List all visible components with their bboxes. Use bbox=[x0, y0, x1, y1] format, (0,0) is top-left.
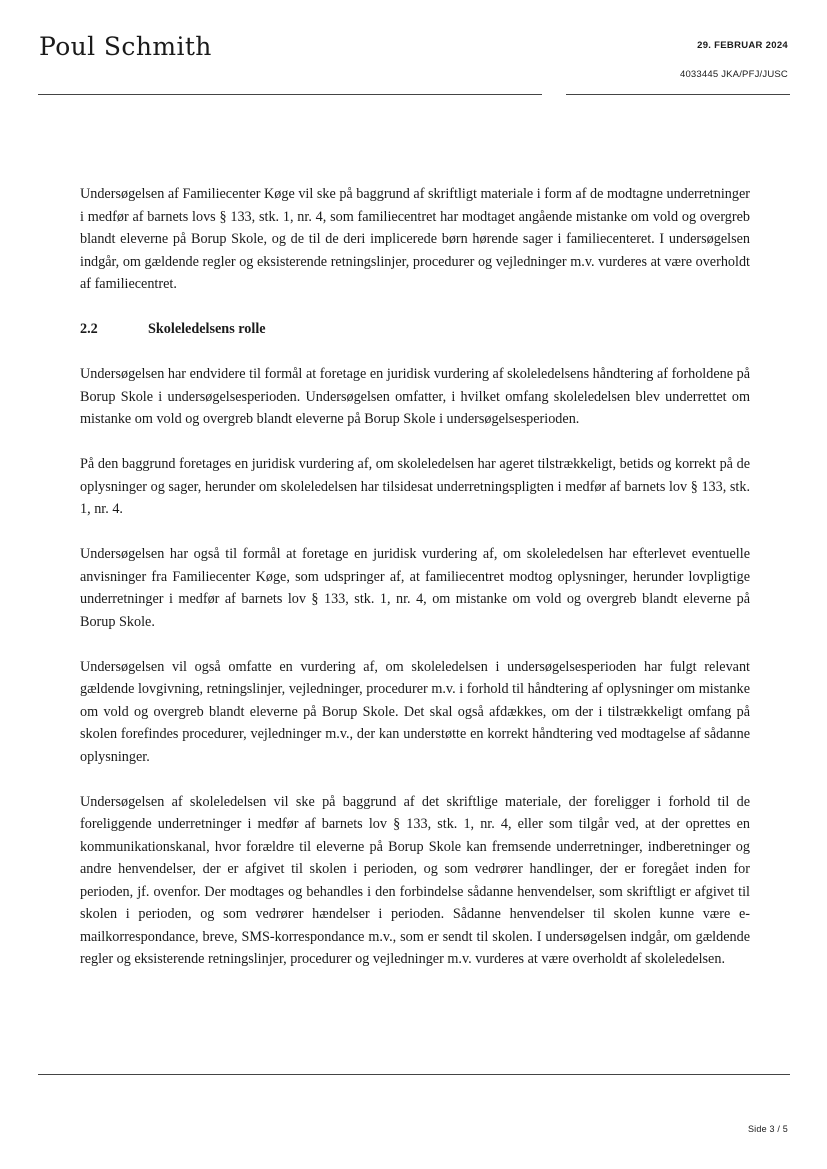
body-paragraph: Undersøgelsen vil også omfatte en vurdering af, om skoleledelsen i undersøgelsesperioden har fulgt relevant gældende lovgivning, retningslinjer, vejledninger, procedurer m.v. i forhold til håndtering af oplysninger om mistanke om vold og overgreb blandt eleverne på Borup Skole. Det skal også afdækkes, om der i tilstrækkeligt omfang på skolen forefindes procedurer, vejledninger m.v., der kan understøtte en korrekt håndtering ved modtagelse af sådanne oplysninger. bbox=[80, 658, 750, 765]
document-date: 29. FEBRUAR 2024 bbox=[697, 40, 788, 51]
section-title: Skoleledelsens rolle bbox=[148, 321, 266, 337]
document-body bbox=[80, 183, 750, 993]
body-paragraph: Undersøgelsen har også til formål at foretage en juridisk vurdering af, om skoleledelsen har efterlevet eventuelle anvisninger fra Familiecenter Køge, som udspringer af, at familiecentret modtog oplysninger, herunder lovpligtige underretninger i medfør af barnets lov § 133, stk. 1, nr. 4, om mistanke om vold og overgreb blandt eleverne på Borup Skole. bbox=[80, 546, 750, 630]
company-logo: Poul Schmith bbox=[39, 32, 212, 61]
body-paragraph: På den baggrund foretages en juridisk vurdering af, om skoleledelsen har ageret tilstrækkeligt, betids og korrekt på de oplysninger og sager, herunder om skoleledelsen har tilsidesat underretningspligten i medfør af barnets lov § 133, stk. 1, nr. 4. bbox=[80, 456, 750, 517]
header-divider-right bbox=[566, 94, 790, 95]
document-reference: 4033445 JKA/PFJ/JUSC bbox=[679, 69, 788, 80]
body-paragraph: Undersøgelsen af skoleledelsen vil ske på baggrund af det skriftlige materiale, der foreligger i forhold til de foreliggende underretninger i medfør af barnets lov § 133, stk. 1, nr. 4, eller som tilgår ved, at der oprettes en kommunikationskanal, hvor forældre til eleverne på Borup Skole kan fremsende underretninger, indberetninger og andre henvendelser, der er afgivet til skolen i perioden, og som vedrører handlinger, der er foregået inden for perioden, jf. ovenfor. Der modtages og behandles i den forbindelse sådanne henvendelser, som skriftligt er afgivet til skolen i perioden, og som vedrører hændelser i perioden. Sådanne henvendelser til skolen kunne være e-mailkorrespondance, breve, SMS-korrespondance m.v., som er sendt til skolen. I undersøgelsen indgår, om gældende regler og eksisterende retningslinjer, procedurer og vejledninger m.v. vurderes at være overholdt af skoleledelsen. bbox=[80, 793, 750, 967]
footer-divider bbox=[38, 1074, 790, 1075]
body-paragraph: Undersøgelsen har endvidere til formål at foretage en juridisk vurdering af skoleledelsens håndtering af forholdene på Borup Skole i undersøgelsesperioden. Undersøgelsen omfatter, i hvilket omfang skoleledelsen blev underrettet om mistanke om vold og overgreb blandt eleverne på Borup Skole i undersøgelsesperioden. bbox=[80, 366, 750, 427]
section-heading bbox=[80, 318, 750, 341]
page-number: Side 3 / 5 bbox=[747, 1124, 788, 1134]
section-number: 2.2 bbox=[80, 321, 98, 337]
intro-paragraph: Undersøgelsen af Familiecenter Køge vil ske på baggrund af skriftligt materiale i form af de modtagne underretninger i medfør af barnets lovs § 133, stk. 1, nr. 4, som familiecentret har modtaget angående mistanke om vold og overgreb blandt eleverne på Borup Skole, og de til de deri implicerede børn hørende sager i familiecenteret. I undersøgelsen indgår, om gældende regler og eksisterende retningslinjer, procedurer og vejledninger m.v. vurderes at være overholdt af familiecentret. bbox=[80, 186, 750, 292]
header-divider-left bbox=[38, 94, 542, 95]
